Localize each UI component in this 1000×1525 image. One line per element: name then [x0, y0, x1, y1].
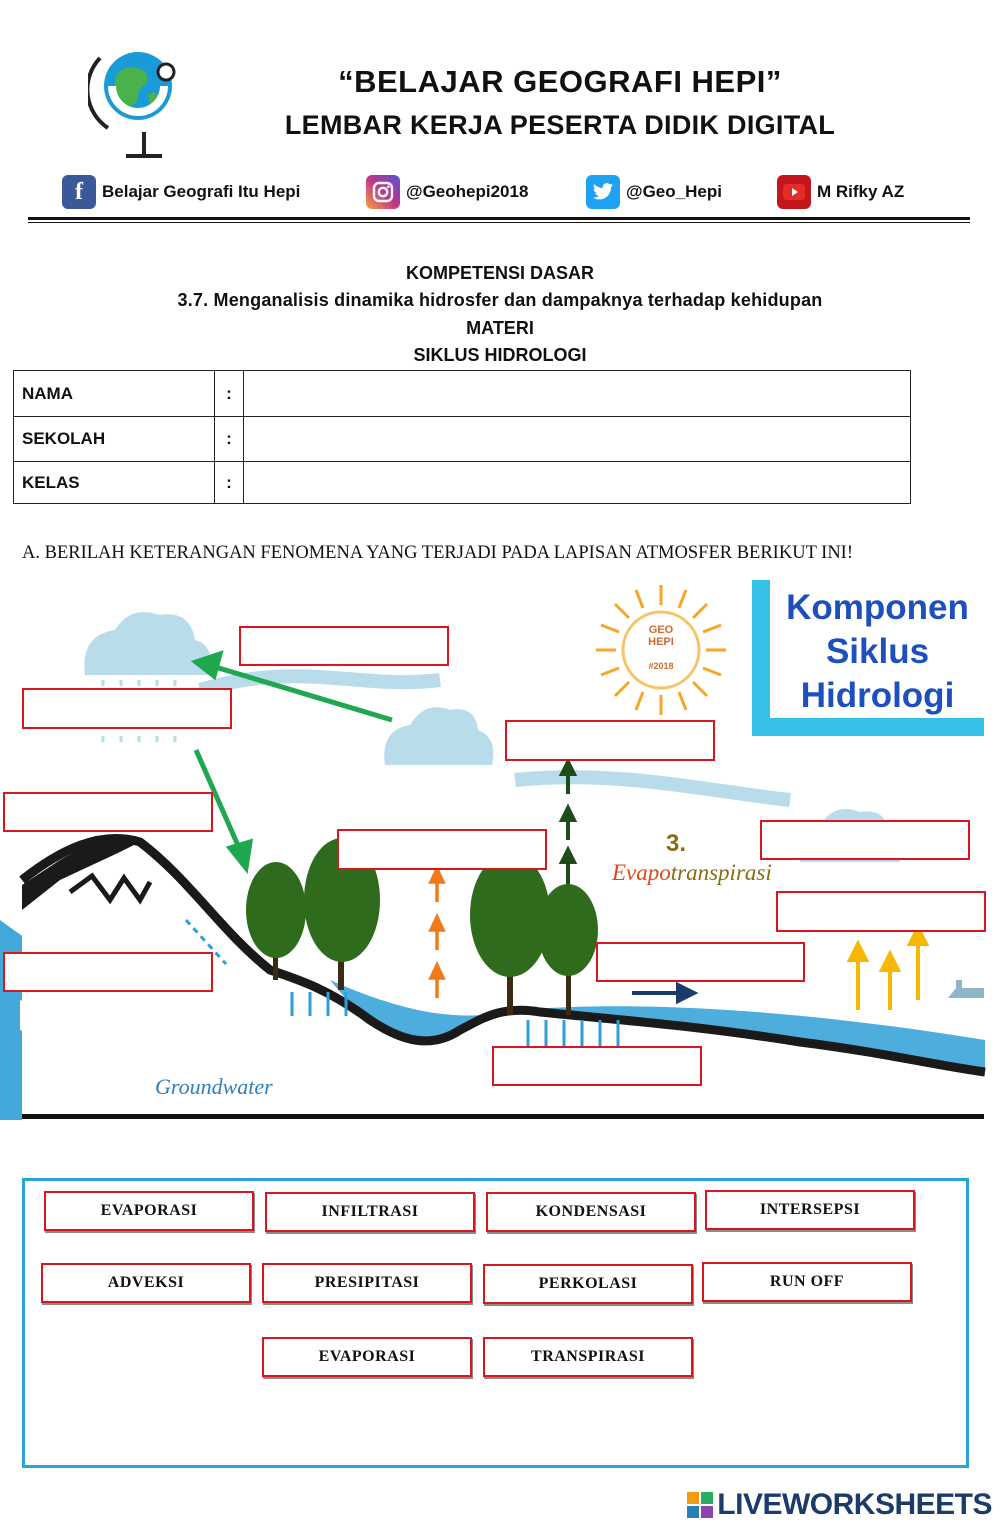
answer-input-2[interactable] [24, 690, 234, 729]
competency-text: 3.7. Menganalisis dinamika hidrosfer dan dampaknya terhadap kehidupan [177, 290, 823, 310]
social-twitter: @Geo_Hepi [586, 174, 722, 210]
answer-input-7[interactable] [778, 893, 988, 932]
answer-box-8[interactable] [3, 952, 213, 992]
answer-input-3[interactable] [507, 722, 717, 761]
answer-box-7[interactable] [776, 891, 986, 932]
identity-row-kelas [14, 462, 911, 504]
kelas-field[interactable] [244, 462, 911, 504]
sekolah-field[interactable] [244, 417, 911, 462]
answer-box-4[interactable] [3, 792, 213, 832]
answer-input-4[interactable] [5, 794, 215, 832]
answer-input-5[interactable] [339, 831, 549, 870]
label-nama: NAMA [14, 371, 215, 417]
answer-box-3[interactable] [505, 720, 715, 761]
word-chip-presipitasi[interactable]: PRESIPITASI [262, 1263, 472, 1303]
sep-nama: : [215, 371, 244, 417]
word-chip-perkolasi[interactable]: PERKOLASI [483, 1264, 693, 1304]
answer-box-10[interactable] [492, 1046, 702, 1086]
answer-input-8[interactable] [5, 954, 215, 992]
social-facebook: f Belajar Geografi Itu Hepi [62, 174, 300, 210]
word-chip-evaporasi-2[interactable]: EVAPORASI [262, 1337, 472, 1377]
worksheet-subtitle: LEMBAR KERJA PESERTA DIDIK DIGITAL [284, 110, 836, 140]
diagram-title: Komponen Siklus Hidrologi [786, 588, 969, 715]
word-chip-run-off[interactable]: RUN OFF [702, 1262, 912, 1302]
answer-input-1[interactable] [241, 628, 451, 666]
instagram-icon [366, 175, 400, 209]
answer-box-5[interactable] [337, 829, 547, 870]
word-chip-intersepsi[interactable]: INTERSEPSI [705, 1190, 915, 1230]
step-number: 3. [666, 830, 687, 857]
evapotranspirasi-label: Evapotranspirasi [612, 860, 772, 885]
competency-heading: KOMPETENSI DASAR [405, 263, 594, 283]
answer-box-2[interactable] [22, 688, 232, 729]
sun-logo-text: GEO HEPI #2018 [648, 624, 674, 671]
answer-box-6[interactable] [760, 820, 970, 860]
identity-row-sekolah [14, 417, 911, 462]
groundwater-label: Groundwater [155, 1074, 273, 1099]
instruction-text: A. BERILAH KETERANGAN FENOMENA YANG TERJADI PADA LAPISAN ATMOSFER BERIKUT INI! [22, 543, 854, 563]
twitter-icon [586, 175, 620, 209]
materi-heading: MATERI [466, 318, 534, 338]
sep-kelas: : [215, 462, 244, 504]
label-kelas: KELAS [14, 462, 215, 504]
hydrology-diagram [0, 580, 1000, 1125]
liveworksheets-logo: LIVEWORKSHEETS [687, 1488, 992, 1522]
word-chip-evaporasi-1[interactable]: EVAPORASI [44, 1191, 254, 1231]
answer-box-1[interactable] [239, 626, 449, 666]
identity-row-nama [14, 371, 911, 417]
answer-input-9[interactable] [598, 944, 807, 982]
word-chip-kondensasi[interactable]: KONDENSASI [486, 1192, 696, 1232]
social-instagram: @Geohepi2018 [366, 174, 528, 210]
header-divider [28, 217, 970, 220]
answer-box-9[interactable] [596, 942, 805, 982]
answer-input-6[interactable] [762, 822, 972, 860]
word-chip-infiltrasi[interactable]: INFILTRASI [265, 1192, 475, 1232]
word-chip-transpirasi[interactable]: TRANSPIRASI [483, 1337, 693, 1377]
globe-logo [88, 38, 188, 160]
header-divider-thin [28, 222, 970, 223]
nama-field[interactable] [244, 371, 911, 417]
facebook-icon: f [62, 175, 96, 209]
youtube-icon [777, 175, 811, 209]
materi-title: SIKLUS HIDROLOGI [413, 345, 587, 365]
social-youtube: M Rifky AZ [777, 174, 904, 210]
word-chip-adveksi[interactable]: ADVEKSI [41, 1263, 251, 1303]
worksheet-title: “BELAJAR GEOGRAFI HEPI” [338, 64, 782, 99]
label-sekolah: SEKOLAH [14, 417, 215, 462]
sep-sekolah: : [215, 417, 244, 462]
identity-table [13, 370, 911, 504]
answer-input-10[interactable] [494, 1048, 704, 1086]
liveworksheets-icon [687, 1492, 713, 1518]
